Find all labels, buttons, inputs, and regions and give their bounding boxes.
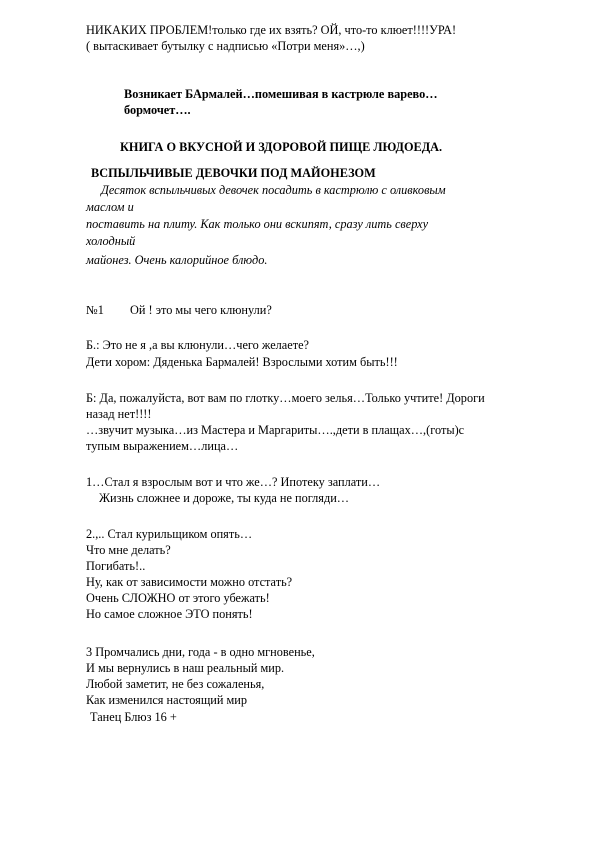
verse-line: Очень СЛОЖНО от этого убежать! xyxy=(86,591,270,605)
intro-line-2: ( вытаскивает бутылку с надписью «Потри меня»…,) xyxy=(86,39,365,53)
recipe-line-3: поставить на плиту. Как только они вскипят, сразу лить сверху xyxy=(86,217,429,231)
recipe-title: ВСПЫЛЬЧИВЫЕ ДЕВОЧКИ ПОД МАЙОНЕЗОМ xyxy=(91,166,376,180)
verse-line: Жизнь сложнее и дороже, ты куда не погляди… xyxy=(99,491,350,505)
recipe-line-4: холодный xyxy=(86,234,136,248)
dialogue-line: назад нет!!!! xyxy=(86,407,152,421)
dialogue-line: тупым выражением…лица… xyxy=(86,439,239,453)
verse-line: 2.,.. Стал курильщиком опять… xyxy=(86,527,253,541)
verse-line: Как изменился настоящий мир xyxy=(86,693,248,707)
dance-note: Танец Блюз 16 + xyxy=(90,710,177,724)
scene-text: Ой ! это мы чего клюнули? xyxy=(130,303,272,317)
recipe-line-1: Десяток вспыльчивых девочек посадить в кастрюлю с оливковым xyxy=(101,183,446,197)
recipe-line-2: маслом и xyxy=(86,200,134,214)
dialogue-line: …звучит музыка…из Мастера и Маргариты….,дети в плащах…,(готы)с xyxy=(86,423,465,437)
verse-line: И мы вернулись в наш реальный мир. xyxy=(86,661,285,675)
verse-line: Ну, как от зависимости можно отстать? xyxy=(86,575,293,589)
intro-line-1: НИКАКИХ ПРОБЛЕМ!только где их взять? ОЙ, что-то клюет!!!!УРА! xyxy=(86,23,457,37)
verse-line: Любой заметит, не без сожаленья, xyxy=(86,677,265,691)
dialogue-line: Б: Да, пожалуйста, вот вам по глотку…моего зелья…Только учтите! Дороги xyxy=(86,391,485,405)
verse-line: Что мне делать? xyxy=(86,543,171,557)
recipe-line-5: майонез. Очень калорийное блюдо. xyxy=(86,253,268,267)
dialogue-line: Дети хором: Дяденька Бармалей! Взрослыми хотим быть!!! xyxy=(86,355,398,369)
verse-line: Погибать!.. xyxy=(86,559,146,573)
scene-number: №1 xyxy=(86,303,104,317)
barmaley-line-2: бормочет…. xyxy=(124,103,191,117)
verse-line: 1…Стал я взрослым вот и что же…? Ипотеку заплати… xyxy=(86,475,381,489)
book-title: КНИГА О ВКУСНОЙ И ЗДОРОВОЙ ПИЩЕ ЛЮДОЕДА. xyxy=(120,140,443,154)
dialogue-line: Б.: Это не я ,а вы клюнули…чего желаете? xyxy=(86,338,310,352)
verse-line: 3 Промчались дни, года - в одно мгновенье, xyxy=(86,645,315,659)
verse-line: Но самое сложное ЭТО понять! xyxy=(86,607,253,621)
barmaley-line-1: Возникает БАрмалей…помешивая в кастрюле варево… xyxy=(124,87,438,101)
